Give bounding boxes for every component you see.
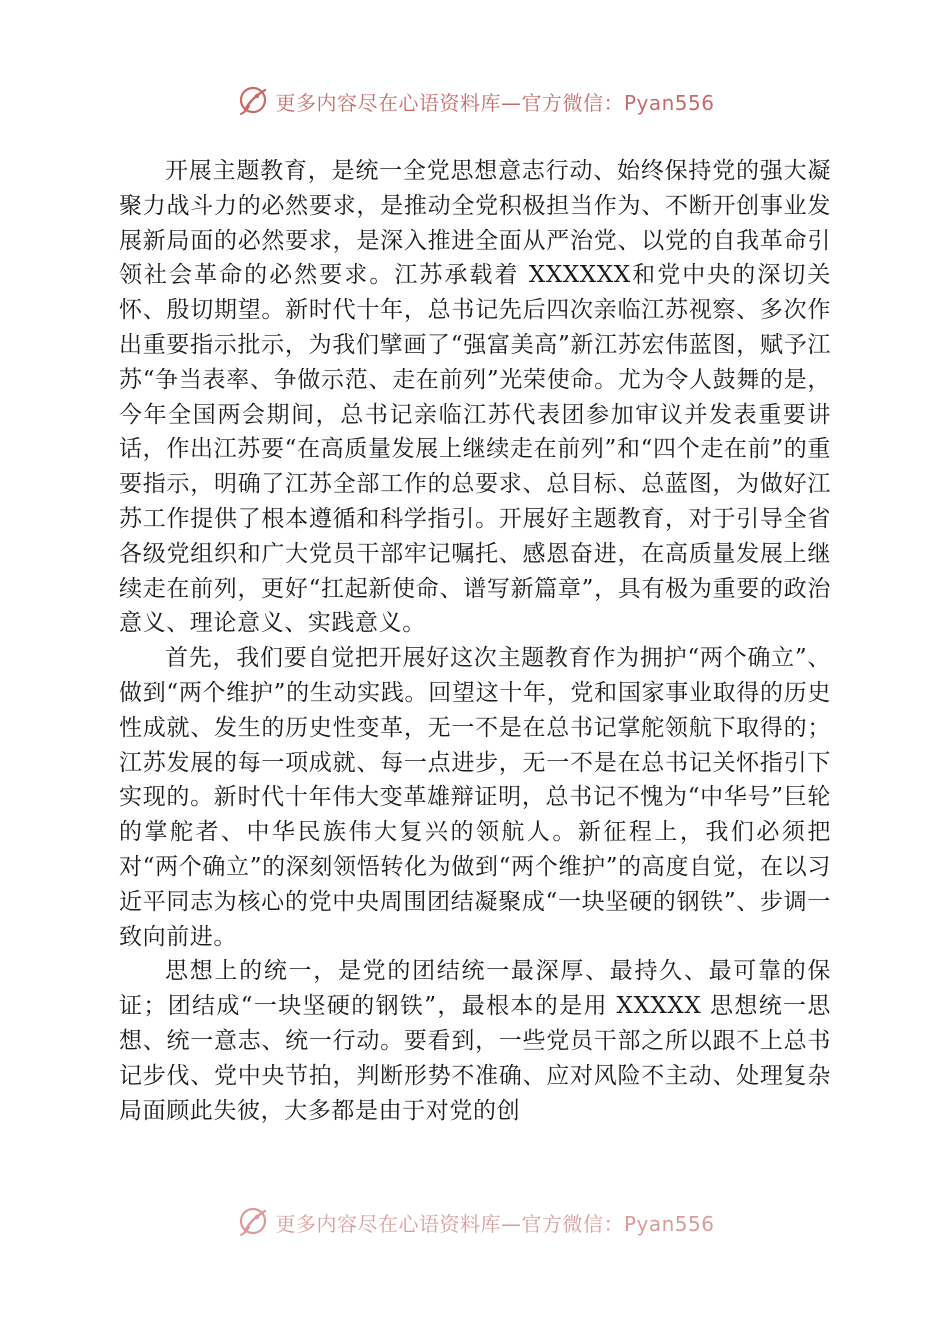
- watermark-text: 更多内容尽在心语资料库—官方微信：Pyan556: [275, 1211, 715, 1236]
- header-watermark: [0, 84, 950, 118]
- brand-logo-icon: [235, 84, 271, 118]
- document-body: [119, 154, 831, 1128]
- paragraph-3: 思想上的统一，是党的团结统一最深厚、最持久、最可靠的保证；团结成“一块坚硬的钢铁”，最根本的是用 XXXXX 思想统一思想、统一意志、统一行动。要看到，一些党员干部之所以跟不上总书记步伐、党中央节拍，判断形势不准确、应对风险不主动、处理复杂局面顾此失彼，大多都是由于对党的创: [119, 958, 831, 1124]
- paragraph-2: 首先，我们要自觉把开展好这次主题教育作为拥护“两个确立”、做到“两个维护”的生动实践。回望这十年，党和国家事业取得的历史性成就、发生的历史性变革，无一不是在总书记掌舵领航下取得的；江苏发展的每一项成就、每一点进步，无一不是在总书记关怀指引下实现的。新时代十年伟大变革雄辩证明，总书记不愧为“中华号”巨轮的掌舵者、中华民族伟大复兴的领航人。新征程上，我们必须把对“两个确立”的深刻领悟转化为做到“两个维护”的高度自觉，在以习近平同志为核心的党中央周围团结凝聚成“一块坚硬的钢铁”、步调一致向前进。: [119, 645, 831, 950]
- paragraph-1: 开展主题教育，是统一全党思想意志行动、始终保持党的强大凝聚力战斗力的必然要求，是推动全党积极担当作为、不断开创事业发展新局面的必然要求，是深入推进全面从严治党、以党的自我革命引领社会革命的必然要求。江苏承载着 XXXXXX和党中央的深切关怀、殷切期望。新时代十年，总书记先后四次亲临江苏视察、多次作出重要指示批示，为我们擘画了“强富美高”新江苏宏伟蓝图，赋予江苏“争当表率、争做示范、走在前列”光荣使命。尤为令人鼓舞的是，今年全国两会期间，总书记亲临江苏代表团参加审议并发表重要讲话，作出江苏要“在高质量发展上继续走在前列”和“四个走在前”的重要指示，明确了江苏全部工作的总要求、总目标、总蓝图，为做好江苏工作提供了根本遵循和科学指引。开展好主题教育，对于引导全省各级党组织和广大党员干部牢记嘱托、感恩奋进，在高质量发展上继续走在前列，更好“扛起新使命、谱写新篇章”，具有极为重要的政治意义、理论意义、实践意义。: [119, 158, 831, 637]
- brand-logo-icon: [235, 1205, 271, 1239]
- footer-watermark: [0, 1205, 950, 1239]
- watermark-text: 更多内容尽在心语资料库—官方微信：Pyan556: [275, 90, 715, 115]
